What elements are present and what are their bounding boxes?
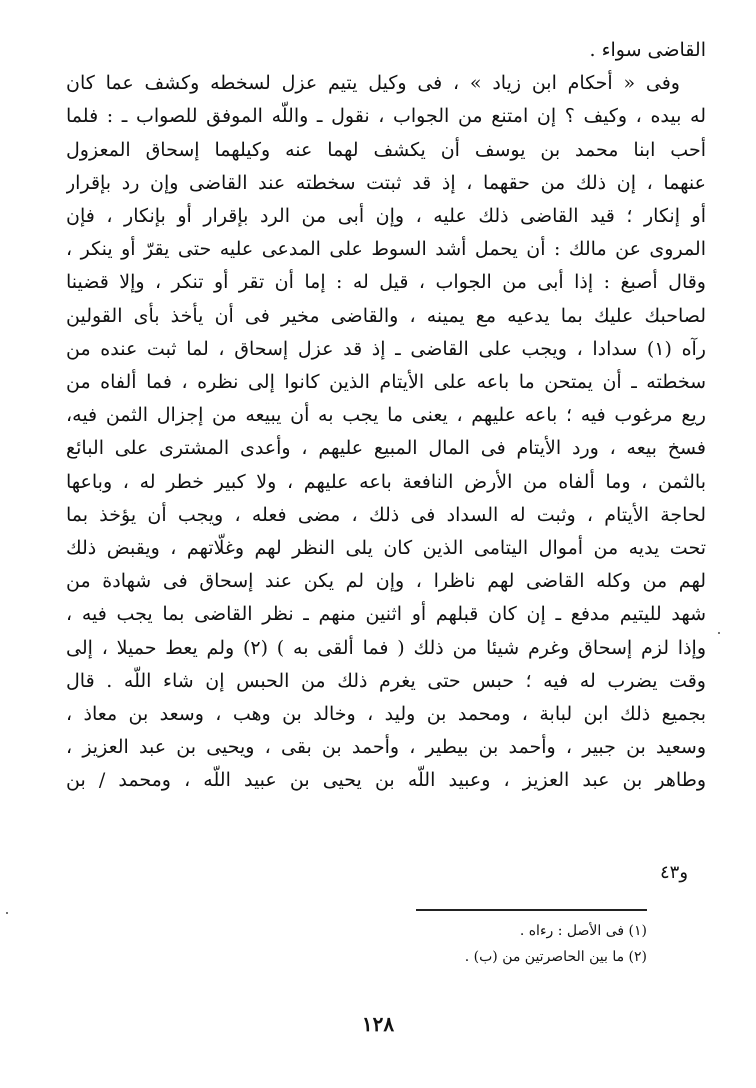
- scan-speck: [6, 912, 8, 914]
- text-line: القاضى سواء .: [589, 39, 706, 61]
- text-line: بالثمن ، وما ألفاه من الأرض النافعة باعه عليهم ، ولا كبير خطر له ، وباعها: [66, 470, 706, 493]
- text-line: وقت يضرب له فيه ؛ حبس حتى يغرم ذلك من الحبس إن شاء اللّه . قال: [66, 669, 706, 692]
- footnote: (١) فى الأصل : رءاه .: [519, 923, 647, 939]
- text-line: المروى عن مالك : أن يحمل أشد السوط على المدعى عليه حتى يقرّ أو ينكر ،: [66, 238, 706, 261]
- text-line: وقال أصبغ : إذا أبى من الجواب ، قيل له : إما أن تقر أو تنكر ، وإلا قضينا: [66, 271, 706, 294]
- footnotes: [300, 918, 647, 970]
- text-line: وفى « أحكام ابن زياد » ، فى وكيل يتيم عزل لسخطه وكشف عما كان: [66, 72, 680, 95]
- text-line: بجميع ذلك ابن لبابة ، ومحمد بن وليد ، وخالد بن وهب ، وسعد بن معاذ ،: [66, 703, 706, 726]
- text-line: وطاهر بن عبد العزيز ، وعبيد اللّه بن يحيى بن عبيد اللّه ، ومحمد / بن: [66, 769, 706, 792]
- text-line: شهد لليتيم مدفع ـ إن كان قبلهم أو اثنين منهم ـ نظر القاضى بما يجب فيه ،: [66, 603, 706, 626]
- footnote: (٢) ما بين الحاصرتين من (ب) .: [464, 949, 647, 965]
- manuscript-folio-marker: و٤٣: [660, 862, 689, 883]
- text-line: تحت يديه من أموال اليتامى الذين كان يلى النظر لهم وغلّاتهم ، ويقبض ذلك: [66, 537, 706, 560]
- text-line: رآه (١) سدادا ، ويجب على القاضى ـ إذ قد عزل إسحاق ، لما ثبت عنده من: [66, 337, 706, 360]
- text-line: له بيده ، وكيف ؟ إن امتنع من الجواب ، نقول ـ واللّه الموفق للصواب ـ : فلما: [66, 105, 706, 128]
- text-line: فسخ بيعه ، ورد الأيتام فى المال المبيع عليهم ، وأعدى المشترى على البائع: [66, 437, 706, 460]
- text-line: لهم من وكله القاضى لهم ناظرا ، وإن لم يكن عند إسحاق فى شهادة من: [66, 570, 706, 593]
- text-line: ريع مرغوب فيه ؛ باعه عليهم ، يعنى ما يجب به أن يبيعه من إجزال الثمن فيه،: [66, 404, 706, 427]
- text-line: أحب ابنا محمد بن يوسف أن يكشف لهما عنه وكيلهما إسحاق المعزول: [66, 138, 706, 161]
- page-number: ١٢٨: [361, 1012, 395, 1036]
- text-line: أو إنكار ؛ قيد القاضى ذلك عليه ، وإن أبى من الرد بإقرار أو بإنكار ، فإن: [66, 205, 706, 228]
- main-text: [66, 34, 706, 798]
- text-line: عنهما ، إن ذلك من حقهما ، إذ قد ثبتت سخطته عند القاضى وإن رد بإقرار: [66, 171, 706, 194]
- footnote-divider: [416, 909, 647, 911]
- text-line: وسعيد بن جبير ، وأحمد بن بيطير ، وأحمد بن بقى ، ويحيى بن عبد العزيز ،: [66, 736, 706, 759]
- scan-speck: [718, 632, 720, 634]
- text-line: وإذا لزم إسحاق وغرم شيئا من ذلك ( فما ألقى به ) (٢) ولم يعط حميلا ، إلى: [66, 636, 706, 659]
- text-line: سخطته ـ أن يمتحن ما باعه على الأيتام الذين كانوا إلى نظره ، فما ألفاه من: [66, 371, 706, 394]
- text-line: لصاحبك عليك بما يدعيه مع يمينه ، والقاضى مخير فى أن يأخذ بأى القولين: [66, 304, 706, 327]
- text-line: لحاجة الأيتام ، وثبت له السداد فى ذلك ، مضى فعله ، ويجب أن يؤخذ بما: [66, 503, 706, 526]
